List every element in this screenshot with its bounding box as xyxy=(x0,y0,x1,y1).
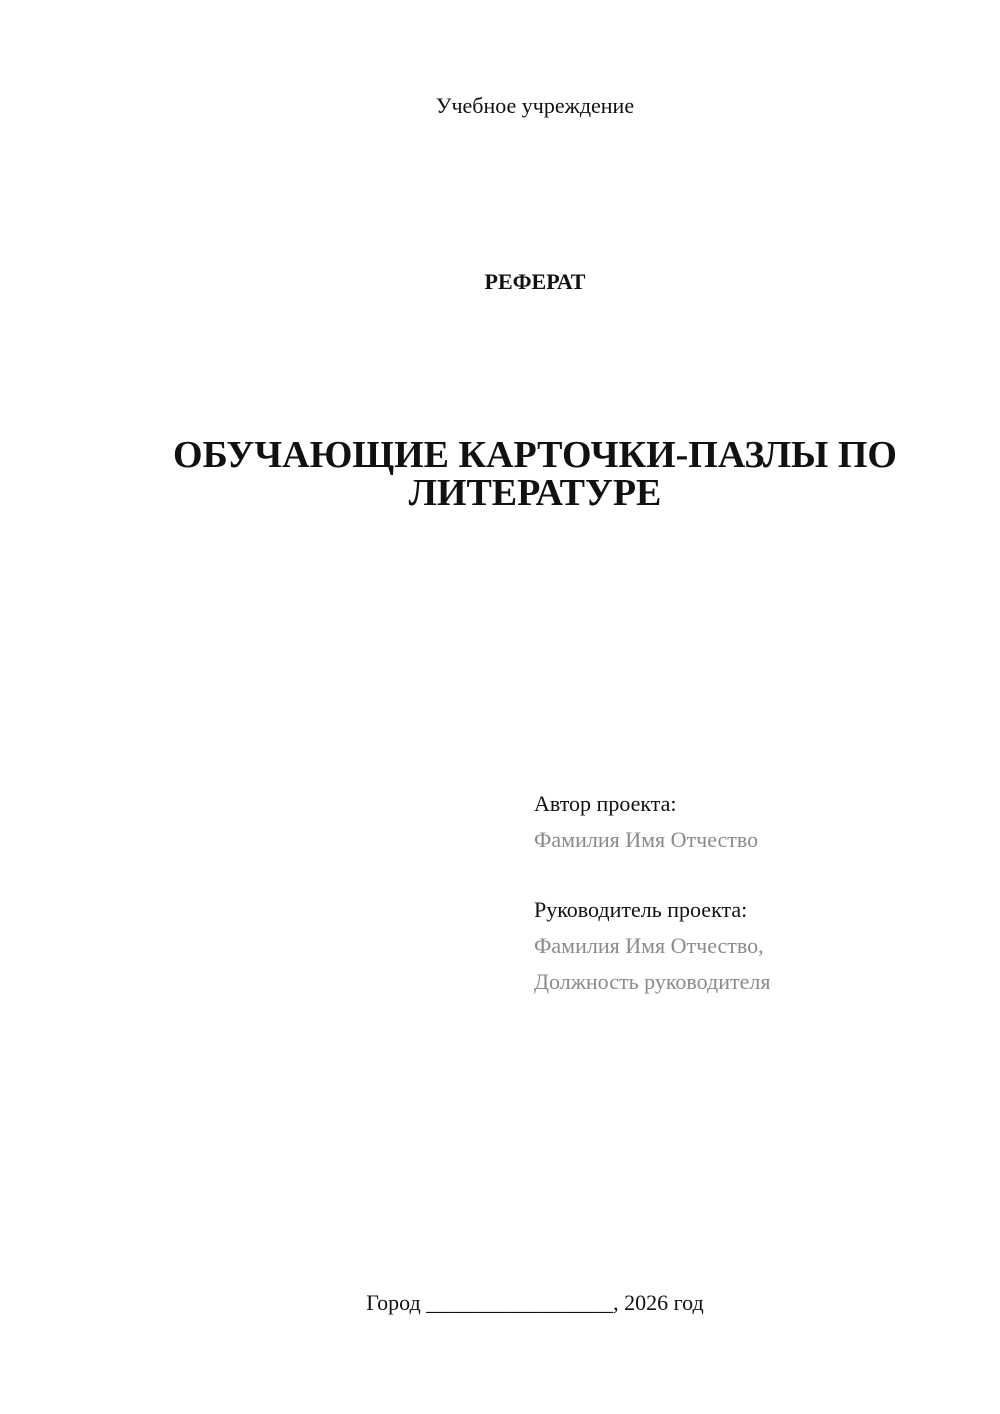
title-line-2: ЛИТЕРАТУРЕ xyxy=(408,472,662,514)
supervisor-label: Руководитель проекта: xyxy=(534,897,748,922)
supervisor-name: Фамилия Имя Отчество, xyxy=(534,933,764,958)
author-block xyxy=(534,786,758,858)
document-type: РЕФЕРАТ xyxy=(484,269,586,294)
supervisor-position: Должность руководителя xyxy=(534,969,771,994)
document-title xyxy=(70,436,1000,512)
title-line-1: ОБУЧАЮЩИЕ КАРТОЧКИ-ПАЗЛЫ ПО xyxy=(173,434,897,476)
author-name: Фамилия Имя Отчество xyxy=(534,827,759,852)
supervisor-block xyxy=(534,892,770,1000)
city-year-line: Город _________________, 2026 год xyxy=(366,1290,704,1315)
author-label: Автор проекта: xyxy=(534,791,677,816)
institution-name: Учебное учреждение xyxy=(435,93,635,118)
